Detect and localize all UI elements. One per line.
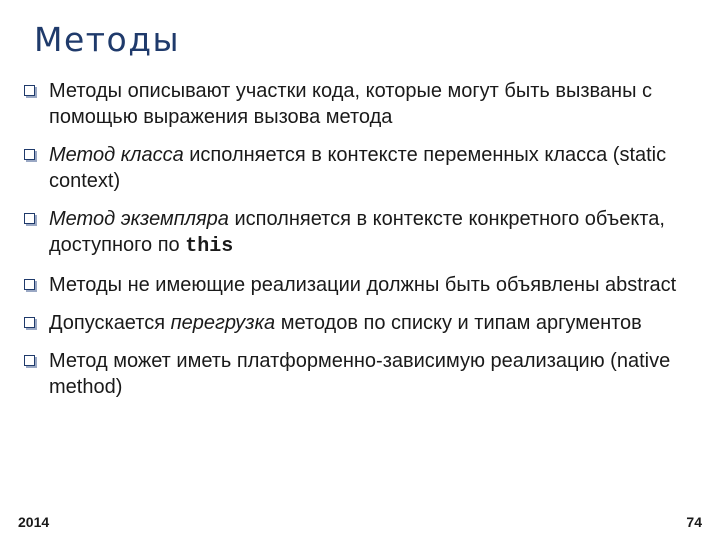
square-bullet-icon — [24, 279, 35, 290]
square-bullet-icon — [24, 149, 35, 160]
bullet-item — [24, 78, 694, 130]
bullet-item — [24, 272, 694, 298]
bullet-text: Методы не имеющие реализации должны быть объявлены abstract — [49, 274, 677, 296]
bullet-text: исполняется в контексте переменных класса (static context) — [49, 144, 667, 192]
bullet-text: исполняется в контексте конкретного объекта, доступного по — [49, 208, 665, 256]
bullet-text: Метод может иметь платформенно-зависимую реализацию (native method) — [49, 350, 671, 398]
bullet-item — [24, 206, 694, 260]
bullet-code: this — [185, 235, 234, 258]
page-number: 74 — [686, 514, 702, 530]
square-bullet-icon — [24, 317, 35, 328]
square-bullet-icon — [24, 355, 35, 366]
bullet-list — [24, 78, 694, 412]
bullet-text: Методы описывают участки кода, которые могут быть вызваны с помощью выражения вызова метода — [49, 80, 653, 128]
bullet-item — [24, 142, 694, 194]
square-bullet-icon — [24, 213, 35, 224]
bullet-text: Допускается — [49, 312, 171, 334]
bullet-emphasis: Метод экземпляра — [49, 208, 229, 230]
bullet-item — [24, 310, 694, 336]
bullet-emphasis: Метод класса — [49, 144, 184, 166]
bullet-item — [24, 348, 694, 400]
bullet-text: методов по списку и типам аргументов — [275, 312, 642, 334]
slide-title: Методы — [34, 20, 181, 59]
footer-year: 2014 — [18, 514, 50, 530]
square-bullet-icon — [24, 85, 35, 96]
bullet-emphasis: перегрузка — [170, 312, 276, 334]
